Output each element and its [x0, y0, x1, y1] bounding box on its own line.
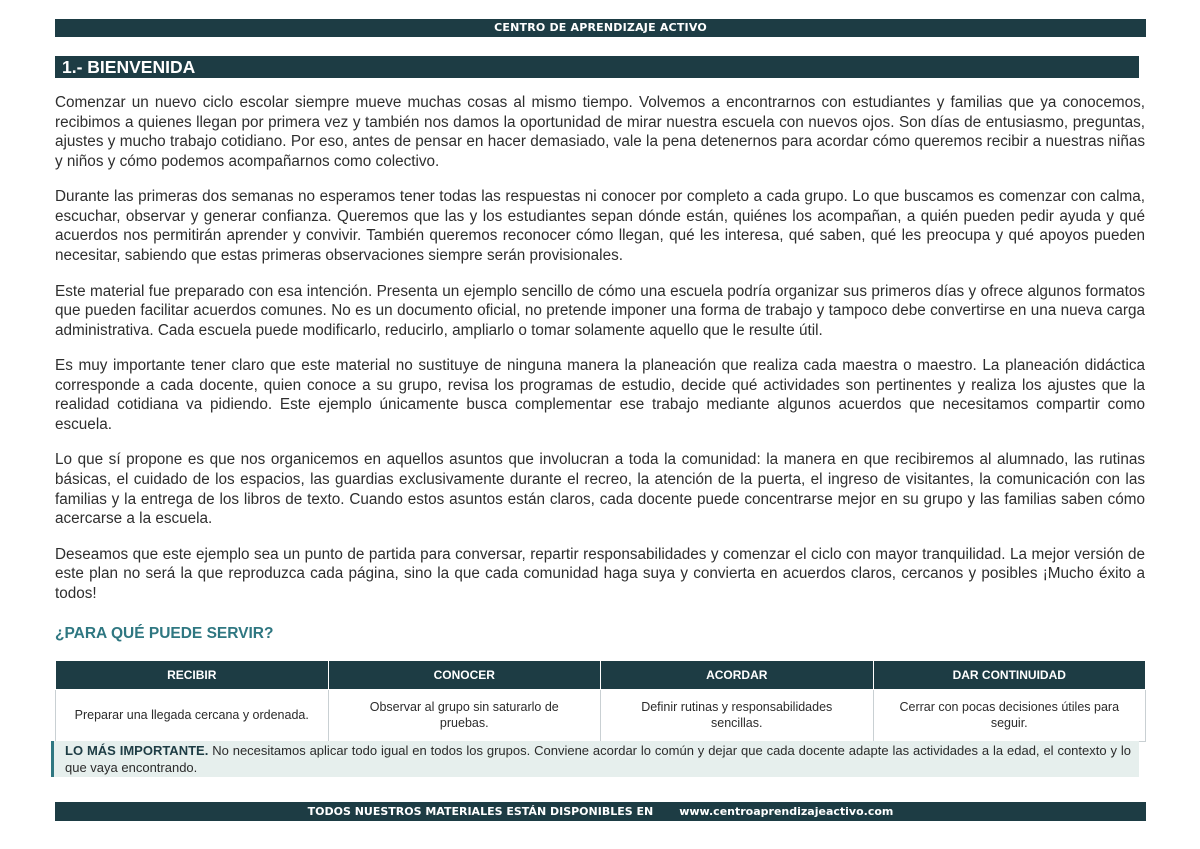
important-note: [51, 741, 1139, 777]
column-header-acordar: ACORDAR: [601, 661, 874, 690]
paragraph: Lo que sí propone es que nos organicemos en aquellos asuntos que involucran a toda la comunidad: la manera en que recibiremos al alumnado, las rutinas básicas, el cuidado de los espacios, las guardias exclusivamente durante el recreo, la atención de la puerta, el ingreso de visitantes, la comunicación con las familias y la entrega de los libros de texto. Cuando estos asuntos están claros, cada docente puede concentrarse mejor en su grupo y las familias saben cómo acercarse a la escuela.: [55, 451, 1145, 528]
paragraph: Deseamos que este ejemplo sea un punto de partida para conversar, repartir responsabilidades y comenzar el ciclo con mayor tranquilidad. La mejor versión de este plan no será la que reproduzca cada página, sino la que cada comunidad haga suya y convierta en acuerdos claros, cercanos y posibles ¡Mucho éxito a todos!: [55, 545, 1145, 602]
intro-text: [55, 93, 1145, 619]
table-cell: Cerrar con pocas decisiones útiles para seguir.: [873, 690, 1146, 742]
paragraph: Comenzar un nuevo ciclo escolar siempre mueve muchas cosas al mismo tiempo. Volvemos a encontrarnos con estudiantes y familias que ya conocemos, recibimos a quienes llegan por primera vez y también nos damos la oportunidad de mirar nuestra escuela con nuevos ojos. Son días de entusiasmo, preguntas, ajustes y mucho trabajo cotidiano. Por eso, antes de pensar en hacer demasiado, vale la pena detenernos para acordar cómo queremos recibir a nuestras niñas y niños y cómo podemos acompañarnos como colectivo.: [55, 94, 1145, 170]
table-cell: Observar al grupo sin saturarlo de pruebas.: [328, 690, 601, 742]
table-header-row: [56, 661, 1146, 690]
paragraph: Es muy importante tener claro que este material no sustituye de ninguna manera la planeación que realiza cada maestra o maestro. La planeación didáctica corresponde a cada docente, quien conoce a su grupo, revisa los programas de estudio, decide qué actividades son pertinentes y realiza los ajustes que la realidad cotidiana va pidiendo. Este ejemplo únicamente busca complementar ese trabajo mediante algunos acuerdos que necesitamos compartir como escuela.: [55, 357, 1145, 433]
note-text: No necesitamos aplicar todo igual en todos los grupos. Conviene acordar lo común y dejar que cada docente adapte las actividades a la edad, el contexto y lo que vaya encontrando.: [65, 743, 1131, 775]
footer-banner: [55, 802, 1146, 821]
note-label: LO MÁS IMPORTANTE.: [65, 743, 209, 758]
paragraph: Durante las primeras dos semanas no esperamos tener todas las respuestas ni conocer por completo a cada grupo. Lo que buscamos es comenzar con calma, escuchar, observar y generar confianza. Queremos que las y los estudiantes sepan dónde están, quiénes los acompañan, a quién pueden pedir ayuda y qué acuerdos nos permitirán aprender y convivir. También queremos reconocer cómo llegan, qué les interesa, qué saben, qué les preocupa y qué apoyos pueden necesitar, sabiendo que estas primeras observaciones siempre serán provisionales.: [55, 188, 1145, 265]
column-header-recibir: RECIBIR: [56, 661, 329, 690]
purpose-heading: ¿PARA QUÉ PUEDE SERVIR?: [55, 625, 274, 642]
footer-url-link[interactable]: www.centroaprendizajeactivo.com: [679, 805, 894, 818]
column-header-conocer: CONOCER: [328, 661, 601, 690]
paragraph: Este material fue preparado con esa intención. Presenta un ejemplo sencillo de cómo una escuela podría organizar sus primeros días y ofrece algunos formatos que pueden facilitar acuerdos comunes. No es un documento oficial, no pretende imponer una forma de trabajo y tampoco debe convertirse en una nueva carga administrativa. Cada escuela puede modificarlo, reducirlo, ampliarlo o tomar solamente aquello que le resulte útil.: [55, 282, 1145, 339]
table-row: [56, 690, 1146, 742]
header-banner: CENTRO DE APRENDIZAJE ACTIVO: [55, 19, 1146, 37]
footer-text: TODOS NUESTROS MATERIALES ESTÁN DISPONIBLES EN: [307, 805, 654, 818]
table-cell: Definir rutinas y responsabilidades sencillas.: [601, 690, 874, 742]
purpose-table: [55, 660, 1146, 742]
table-cell: Preparar una llegada cercana y ordenada.: [56, 690, 329, 742]
section-title: 1.- BIENVENIDA: [55, 56, 1139, 78]
column-header-dar-continuidad: DAR CONTINUIDAD: [873, 661, 1146, 690]
